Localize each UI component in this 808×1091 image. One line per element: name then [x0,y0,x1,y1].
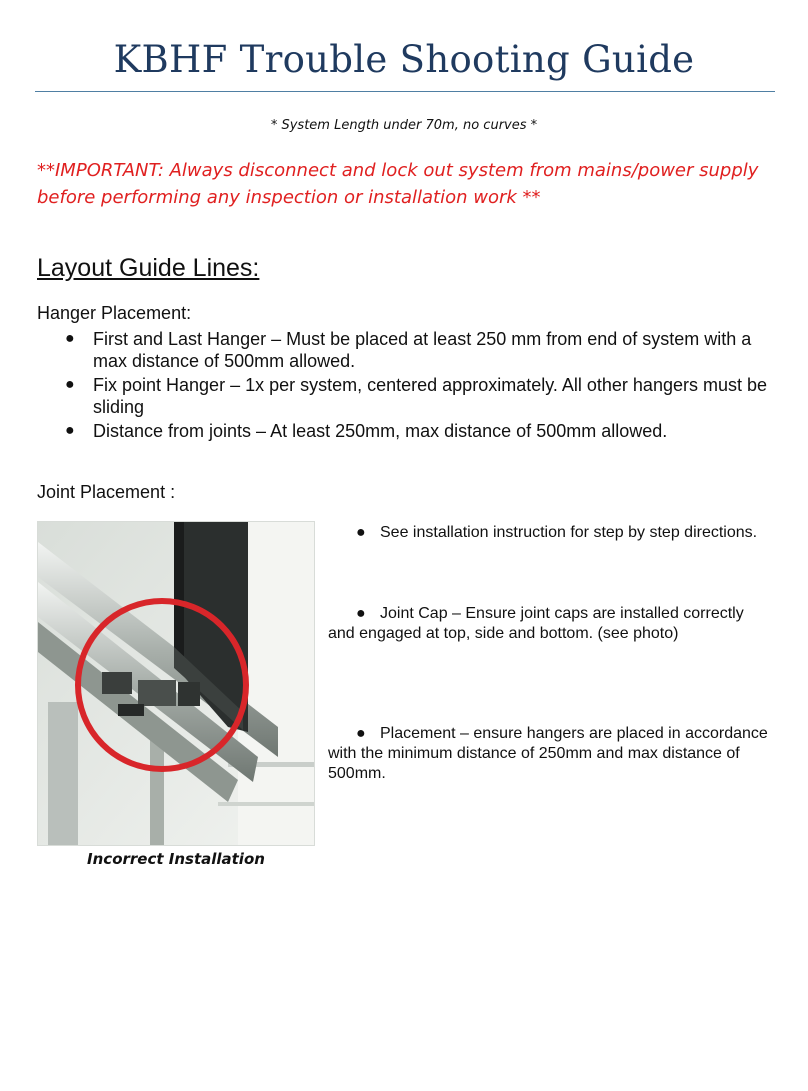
joint-installation-photo [37,521,315,846]
section-heading-layout: Layout Guide Lines: [37,254,260,282]
system-length-note: * System Length under 70m, no curves * [270,118,538,133]
hanger-placement-label: Hanger Placement: [37,303,192,323]
bullet-icon: ● [65,330,75,347]
hanger-bullet-text: First and Last Hanger – Must be placed at least 250 mm from end of system with a max distance of 500mm allowed. [93,329,752,371]
bullet-icon: ● [356,524,366,541]
joint-bullet-text: Joint Cap – Ensure joint caps are installed correctly and engaged at top, side and bottom. (see photo) [328,605,744,642]
page-title: KBHF Trouble Shooting Guide [113,38,695,81]
bullet-icon: ● [356,605,366,622]
title-divider [35,91,775,92]
hanger-bullet-text: Fix point Hanger – 1x per system, centered approximately. All other hangers must be sliding [93,375,767,417]
list-item [37,420,777,442]
safety-warning: **IMPORTANT: Always disconnect and lock out system from mains/power supply before performing any inspection or installation work ** [37,160,759,208]
photo-caption: Incorrect Installation [87,850,265,868]
joint-bullet-item [328,724,768,784]
hanger-bullet-list [37,328,777,444]
bullet-icon: ● [65,376,75,393]
joint-bullet-text: Placement – ensure hangers are placed in accordance with the minimum distance of 250mm and max distance of 500mm. [328,725,768,782]
joint-bullet-text: See installation instruction for step by step directions. [380,524,758,541]
rail-joint-illustration [38,522,314,845]
list-item [37,328,777,372]
bullet-icon: ● [356,725,366,742]
bullet-icon: ● [65,422,75,439]
joint-bullet-item [328,604,768,644]
hanger-bullet-text: Distance from joints – At least 250mm, max distance of 500mm allowed. [93,421,668,441]
list-item [37,374,777,418]
joint-bullet-item [328,523,768,543]
joint-placement-label: Joint Placement : [37,482,176,502]
